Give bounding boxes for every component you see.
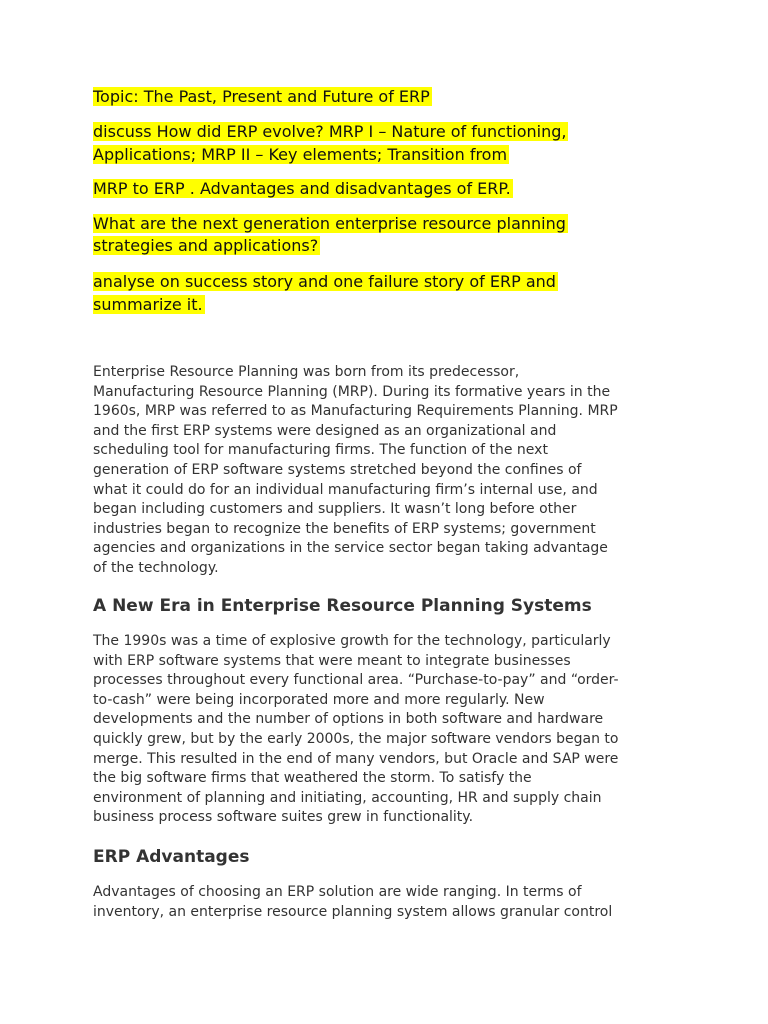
paragraph-line: scheduling tool for manufacturing firms. The function of the next (93, 442, 548, 459)
paragraph-line: Enterprise Resource Planning was born from its predecessor, (93, 364, 520, 380)
paragraph-line: industries began to recognize the benefits of ERP systems; government (93, 520, 596, 537)
highlight-discuss-line-2: Applications; MRP II – Key elements; Transition from (93, 145, 508, 164)
highlight-next-gen-line-1: What are the next generation enterprise resource planning (93, 214, 566, 233)
highlight-analyse-line-2: summarize it. (93, 295, 203, 314)
paragraph-line: business process software suites grew in functionality. (93, 809, 474, 826)
section-heading-erp-advantages: ERP Advantages (93, 847, 250, 867)
paragraph-line: Manufacturing Resource Planning (MRP). During its formative years in the (93, 383, 611, 400)
paragraph-line: The 1990s was a time of explosive growth for the technology, particularly (93, 633, 611, 649)
paragraph-line: to-cash” were being incorporated more and more regularly. New (93, 691, 545, 708)
new-era-paragraph (93, 632, 693, 828)
paragraph-line: Advantages of choosing an ERP solution are wide ranging. In terms of (93, 884, 582, 900)
paragraph-line: quickly grew, but by the early 2000s, the major software vendors began to (93, 730, 619, 747)
paragraph-line: agencies and organizations in the service sector began taking advantage (93, 540, 608, 557)
advantages-paragraph (93, 883, 693, 922)
intro-paragraph (93, 363, 693, 579)
section-heading-new-era: A New Era in Enterprise Resource Planning Systems (93, 596, 592, 616)
paragraph-line: of the technology. (93, 559, 219, 576)
paragraph-line: processes throughout every functional area. “Purchase-to-pay” and “order- (93, 672, 619, 689)
paragraph-line: inventory, an enterprise resource planning system allows granular control (93, 903, 613, 920)
paragraph-line: what it could do for an individual manufacturing firm’s internal use, and (93, 481, 598, 498)
highlight-topic: Topic: The Past, Present and Future of ERP (93, 87, 430, 106)
paragraph-line: environment of planning and initiating, accounting, HR and supply chain (93, 789, 602, 806)
highlight-analyse-line-1: analyse on success story and one failure story of ERP and (93, 272, 556, 291)
paragraph-line: merge. This resulted in the end of many vendors, but Oracle and SAP were (93, 750, 619, 767)
highlight-mrp-to-erp: MRP to ERP . Advantages and disadvantages of ERP. (93, 179, 511, 198)
paragraph-line: generation of ERP software systems stretched beyond the confines of (93, 461, 582, 478)
highlight-discuss-line-1: discuss How did ERP evolve? MRP I – Nature of functioning, (93, 122, 567, 141)
paragraph-line: and the first ERP systems were designed as an organizational and (93, 422, 557, 439)
highlight-next-gen-line-2: strategies and applications? (93, 236, 319, 255)
paragraph-line: 1960s, MRP was referred to as Manufacturing Requirements Planning. MRP (93, 403, 618, 420)
paragraph-line: developments and the number of options in both software and hardware (93, 711, 604, 728)
paragraph-line: the big software firms that weathered the storm. To satisfy the (93, 770, 532, 787)
paragraph-line: with ERP software systems that were meant to integrate businesses (93, 652, 571, 669)
paragraph-line: began including customers and suppliers. It wasn’t long before other (93, 501, 577, 518)
